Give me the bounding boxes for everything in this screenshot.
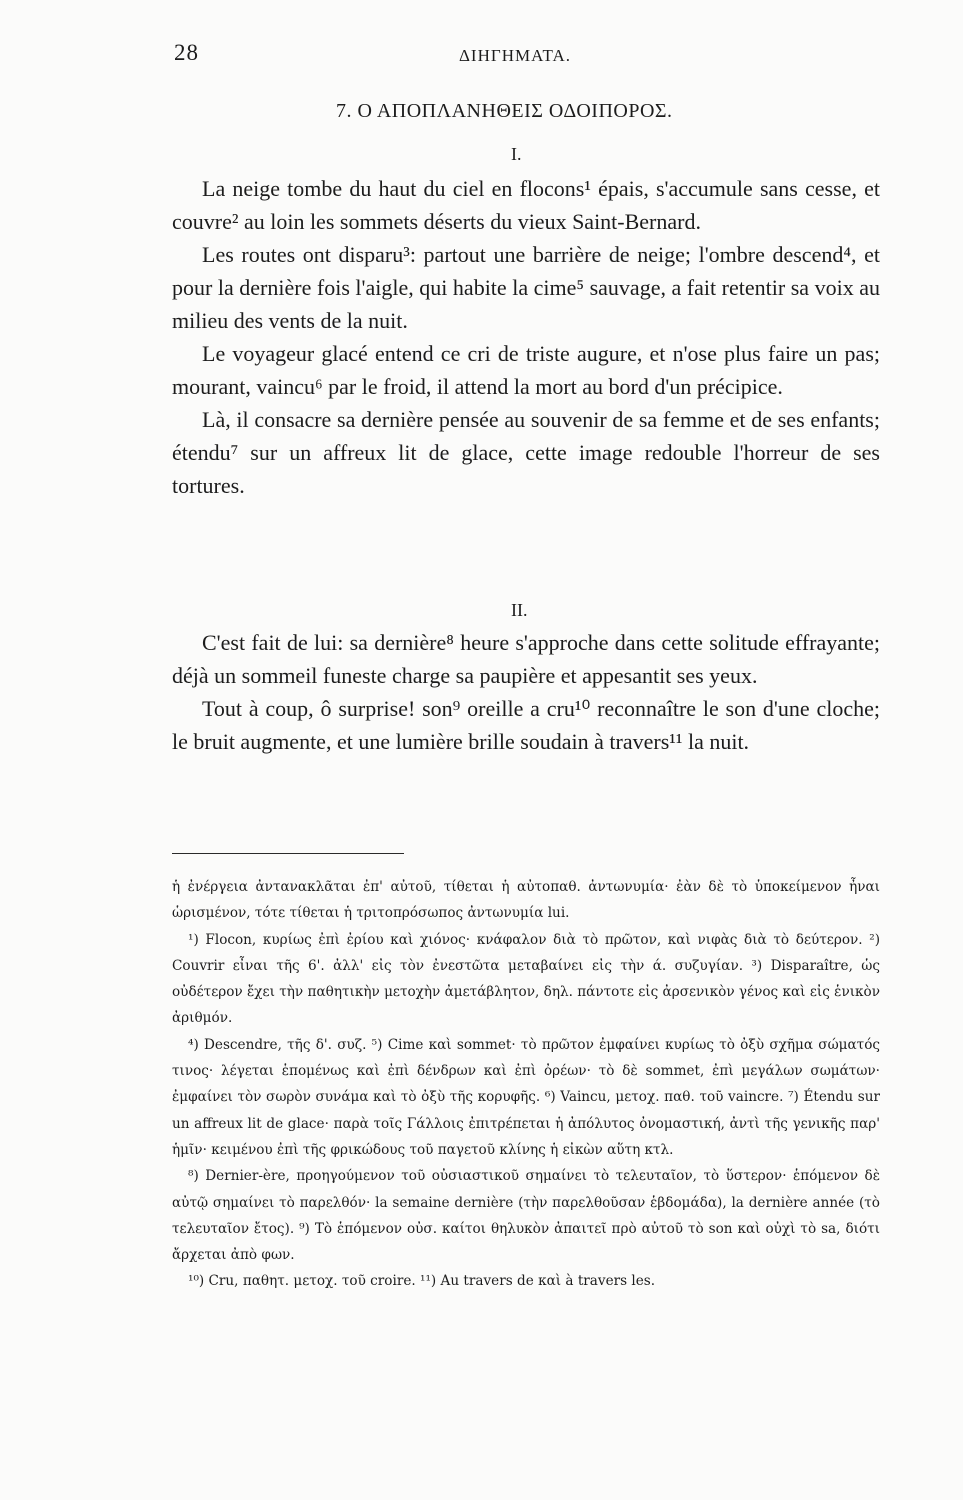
section-number-1: I.	[511, 144, 522, 164]
page-header	[174, 40, 880, 76]
chapter-title: 7. Ο ΑΠΟΠΛΑΝΗΘΕΙΣ ΟΔΟΙΠΟΡΟΣ.	[336, 100, 673, 122]
footnote: ἡ ἐνέργεια ἀντανακλᾶται ἐπ' αὐτοῦ, τίθεται ἡ αὐτοπαθ. ἀντωνυμία· ἐὰν δὲ τὸ ὑποκείμενον ἦναι ὡρισμένον, τότε τίθεται ἡ τριτοπρόσωπος ἀντωνυμία lui.	[172, 879, 880, 922]
paragraph: Le voyageur glacé entend ce cri de triste augure, et n'ose plus faire un pas; mourant, vaincu⁶ par le froid, il attend la mort au bord d'un précipice.	[172, 341, 880, 399]
paragraph: Là, il consacre sa dernière pensée au souvenir de sa femme et de ses enfants; étendu⁷ sur un affreux lit de glace, cette image redouble l'horreur de ses tortures.	[172, 407, 880, 498]
footnotes	[172, 874, 880, 1295]
paragraph: La neige tombe du haut du ciel en flocons¹ épais, s'accumule sans cesse, et couvre² au loin les sommets déserts du vieux Saint-Bernard.	[172, 176, 880, 234]
footnote: ¹) Flocon, κυρίως ἐπὶ ἐρίου καὶ χιόνος· κνάφαλον διὰ τὸ πρῶτον, καὶ νιφὰς διὰ τὸ δεύτερον. ²) Couvrir εἶναι τῆς 6'. ἀλλ' εἰς τὸν ἐνεστῶτα μεταβαίνει εἰς τὴν ά. συζυγίαν. ³) Disparaître, ὡς οὐδέτερον ἔχει τὴν παθητικὴν μετοχὴν ἀμετάβλητον, δηλ. πάντοτε εἰς ἀρσενικὸν γένος καὶ εἰς ἑνικὸν ἀριθμόν.	[172, 931, 880, 1027]
footnote-divider	[172, 853, 404, 854]
paragraph: Tout à coup, ô surprise! son⁹ oreille a cru¹⁰ reconnaître le son d'une cloche; le bruit augmente, et une lumière brille soudain à travers¹¹ la nuit.	[172, 696, 880, 754]
section-1-text	[172, 172, 880, 502]
section-2-text	[172, 626, 880, 758]
paragraph: Les routes ont disparu³: partout une barrière de neige; l'ombre descend⁴, et pour la dernière fois l'aigle, qui habite la cime⁵ sauvage, a fait retentir sa voix au milieu des vents de la nuit.	[172, 242, 880, 333]
page-number: 28	[174, 40, 199, 65]
section-number-2: II.	[511, 600, 528, 620]
footnote: ⁸) Dernier-ère, προηγούμενον τοῦ οὐσιαστικοῦ σημαίνει τὸ τελευταῖον, τὸ ὕστερον· ἑπόμενον δὲ αὐτῷ σημαίνει τὸ παρελθόν· la semaine dernière (τὴν παρελθοῦσαν ἑβδομάδα), la dernière année (τὸ τελευταῖον ἔτος). ⁹) Τὸ ἑπόμενον οὐσ. καίτοι θηλυκὸν ἀπαιτεῖ πρὸ αὐτοῦ τὸ son καὶ οὐχὶ τὸ sa, διότι ἄρχεται ἀπὸ φων.	[172, 1168, 880, 1264]
footnote: ⁴) Descendre, τῆς δ'. συζ. ⁵) Cime καὶ sommet· τὸ πρῶτον ἐμφαίνει κυρίως τὸ ὀξὺ σχῆμα σώματός τινος· λέγεται ἑπομένως καὶ ἐπὶ δένδρων καὶ ἐπὶ ὀρέων· τὸ δὲ sommet, ἐπὶ μεγάλων σωμάτων· ἐμφαίνει τὸν σωρὸν συνάμα καὶ τὸ ὀξὺ τῆς κορυφῆς. ⁶) Vaincu, μετοχ. παθ. τοῦ vaincre. ⁷) Étendu sur un affreux lit de glace· παρὰ τοῖς Γάλλοις ἐπιτρέπεται ἡ ἀπόλυτος ὀνομαστική, ἀντὶ τῆς γενικῆς παρ' ἡμῖν· κειμένου ἐπὶ τῆς φρικώδους τοῦ παγετοῦ κλίνης ἡ εἰκὼν αὕτη κτλ.	[172, 1036, 880, 1158]
paragraph: C'est fait de lui: sa dernière⁸ heure s'approche dans cette solitude effrayante; déjà un sommeil funeste charge sa paupière et appesantit ses yeux.	[172, 630, 880, 688]
running-title: ΔΙΗΓΗΜΑΤΑ.	[459, 46, 572, 65]
footnote: ¹⁰) Cru, παθητ. μετοχ. τοῦ croire. ¹¹) Au travers de καὶ à travers les.	[188, 1273, 656, 1290]
